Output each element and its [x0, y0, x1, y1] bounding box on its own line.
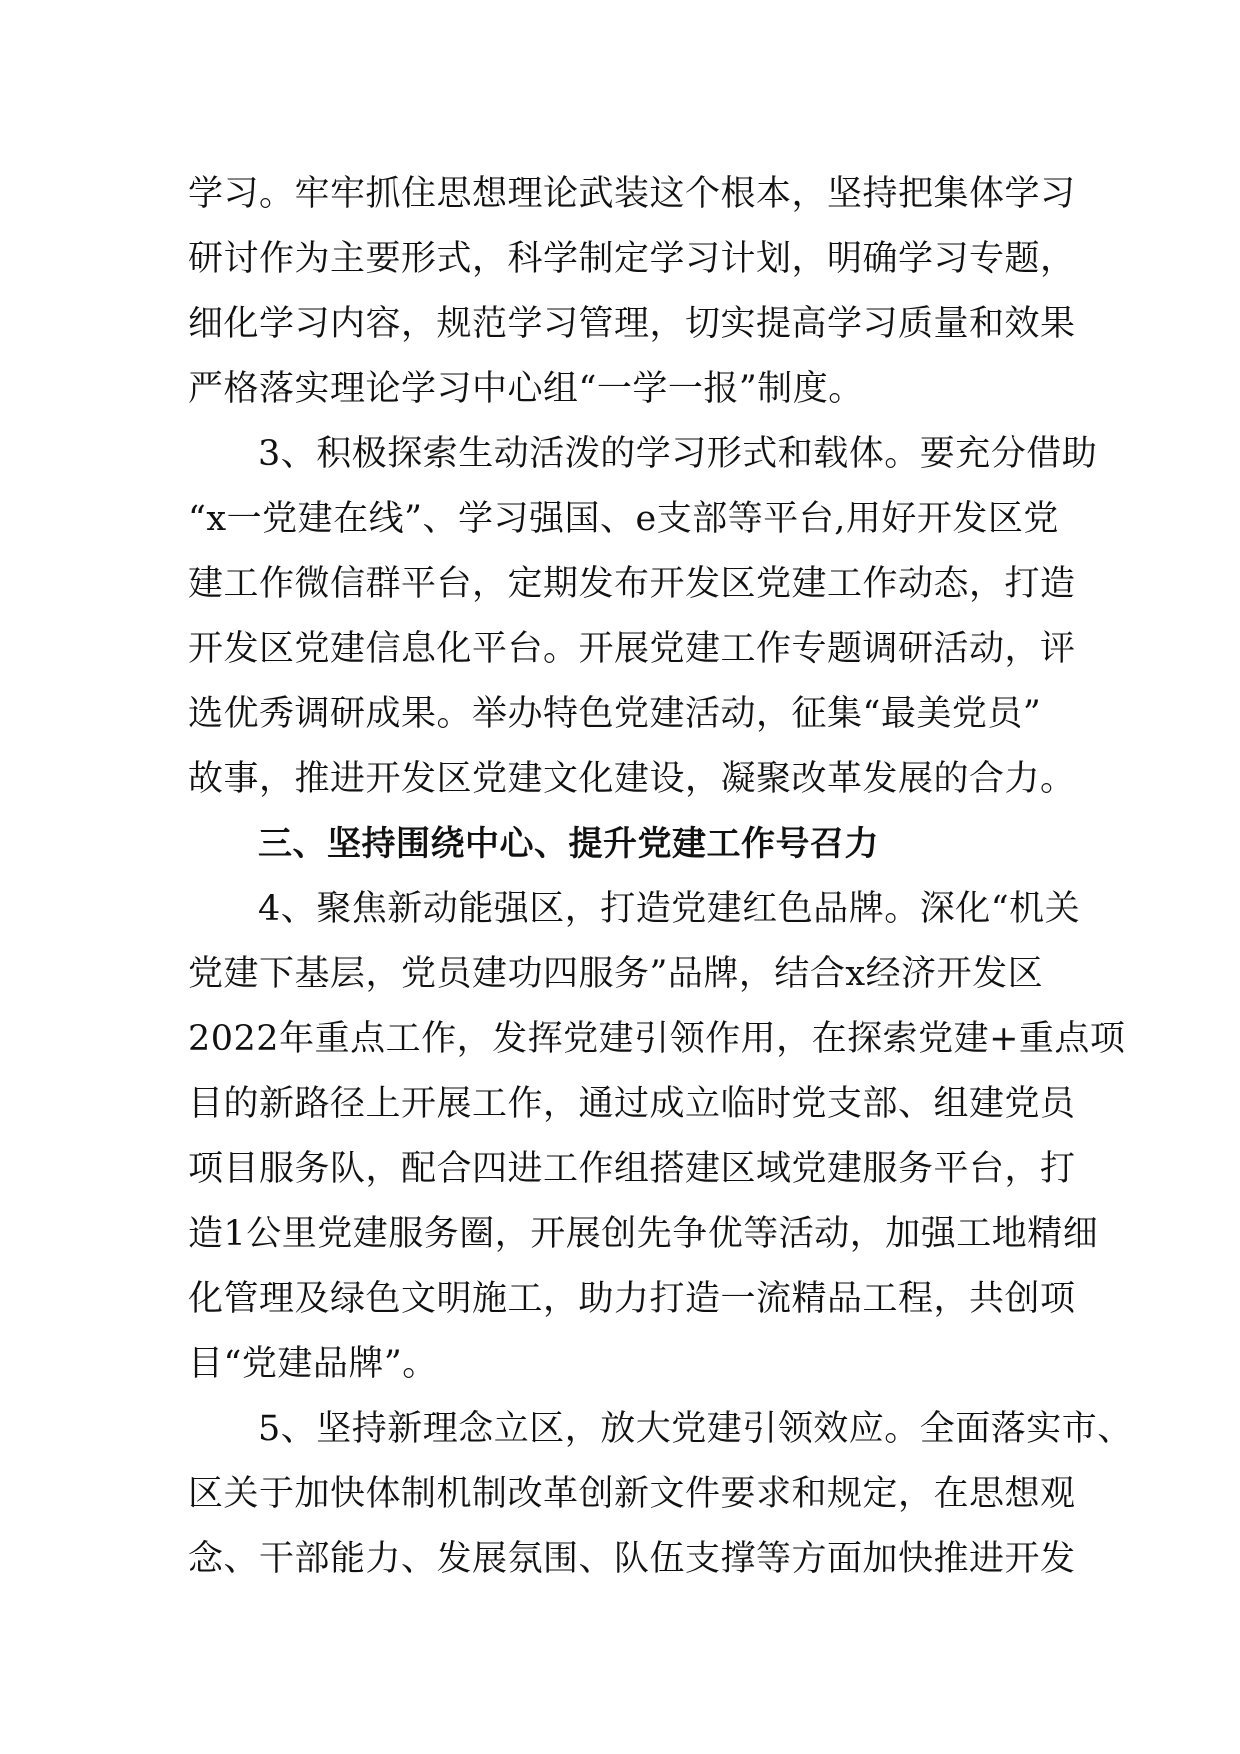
text-line: 选优秀调研成果。举办特色党建活动，征集“最美党员”: [188, 694, 1042, 734]
document-page: [188, 162, 1133, 1592]
text-line: 建工作微信群平台，定期发布开发区党建工作动态，打造: [188, 564, 1076, 604]
text-line: 造1公里党建服务圈，开展创先争优等活动，加强工地精细: [188, 1214, 1099, 1254]
text-line: 学习。牢牢抓住思想理论武装这个根本，坚持把集体学习: [188, 174, 1076, 214]
text-line: 目“党建品牌”。: [188, 1344, 438, 1384]
paragraph-5-first-line: 5、坚持新理念立区，放大党建引领效应。全面落实市、: [258, 1409, 1133, 1449]
text-line: 故事，推进开发区党建文化建设，凝聚改革发展的合力。: [188, 759, 1076, 799]
text-line: 区关于加快体制机制改革创新文件要求和规定，在思想观: [188, 1474, 1076, 1514]
text-line: 细化学习内容，规范学习管理，切实提高学习质量和效果: [188, 304, 1076, 344]
text-line: 项目服务队，配合四进工作组搭建区域党建服务平台，打: [188, 1149, 1076, 1189]
text-line: 党建下基层，党员建功四服务”品牌，结合x经济开发区: [188, 954, 1044, 994]
section-heading: 三、坚持围绕中心、提升党建工作号召力: [258, 824, 879, 864]
text-line: 严格落实理论学习中心组“一学一报”制度。: [188, 369, 864, 409]
paragraph-4-first-line: 4、聚焦新动能强区，打造党建红色品牌。深化“机关: [258, 889, 1081, 929]
text-line: 目的新路径上开展工作，通过成立临时党支部、组建党员: [188, 1084, 1076, 1124]
paragraph-3-first-line: 3、积极探索生动活泼的学习形式和载体。要充分借助: [258, 434, 1098, 474]
text-line: 开发区党建信息化平台。开展党建工作专题调研活动，评: [188, 629, 1076, 669]
text-line: “x一党建在线”、学习强国、e支部等平台,用好开发区党: [188, 499, 1059, 539]
text-line: 2022年重点工作，发挥党建引领作用，在探索党建+重点项: [188, 1019, 1126, 1059]
text-line: 研讨作为主要形式，科学制定学习计划，明确学习专题，: [188, 239, 1076, 279]
text-line: 念、干部能力、发展氛围、队伍支撑等方面加快推进开发: [188, 1539, 1076, 1579]
text-line: 化管理及绿色文明施工，助力打造一流精品工程，共创项: [188, 1279, 1076, 1319]
